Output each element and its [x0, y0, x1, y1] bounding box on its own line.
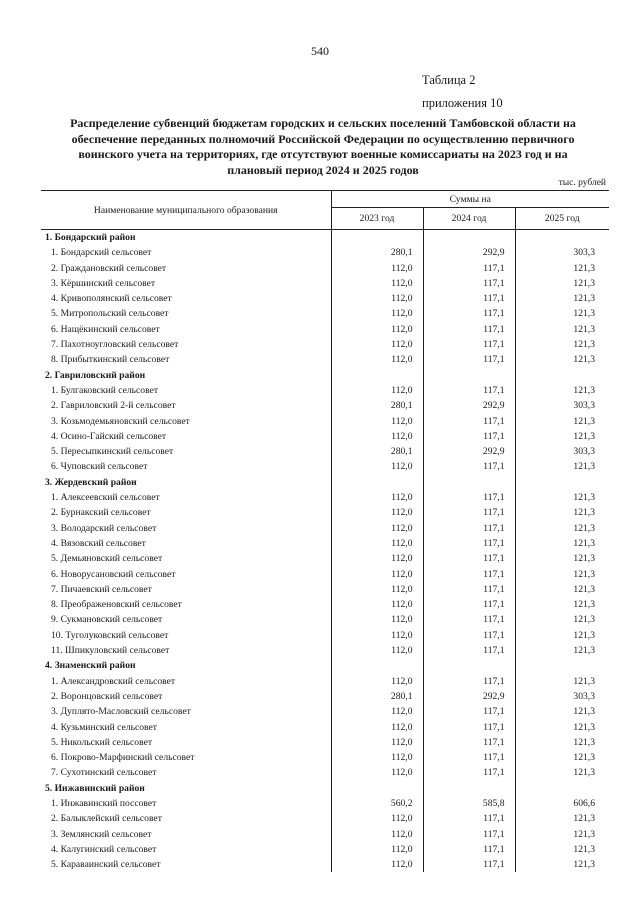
- amount-2025: 121,3: [515, 842, 609, 857]
- amount-2024: 117,1: [423, 322, 515, 337]
- table-row: [41, 628, 609, 643]
- amount-2025: 121,3: [515, 857, 609, 872]
- table-row: [41, 276, 609, 291]
- settlement-name: 5. Демьяновский сельсовет: [51, 553, 163, 565]
- amount-2023: 112,0: [331, 291, 423, 306]
- amount-2024: 117,1: [423, 383, 515, 398]
- amount-2023: 112,0: [331, 735, 423, 750]
- amount-2023: 112,0: [331, 811, 423, 826]
- document-title: [40, 116, 606, 178]
- empty-cell: [515, 475, 609, 490]
- amount-2023: 112,0: [331, 521, 423, 536]
- amount-2023: 112,0: [331, 322, 423, 337]
- table-row: [41, 444, 609, 459]
- amount-2024: 117,1: [423, 612, 515, 627]
- amount-2025: 121,3: [515, 582, 609, 597]
- district-row: [41, 475, 609, 490]
- table-row: [41, 337, 609, 352]
- empty-cell: [423, 781, 515, 796]
- table-row: [41, 398, 609, 413]
- settlement-name: 8. Прибыткинский сельсовет: [51, 354, 170, 366]
- column-header-sums: Суммы на: [331, 191, 609, 208]
- settlement-name: 6. Покрово-Марфинский сельсовет: [51, 752, 195, 764]
- amount-2024: 292,9: [423, 245, 515, 260]
- amount-2025: 121,3: [515, 383, 609, 398]
- empty-cell: [423, 475, 515, 490]
- amount-2025: 121,3: [515, 567, 609, 582]
- table-row: [41, 383, 609, 398]
- district-name: 2. Гавриловский район: [45, 369, 146, 381]
- settlement-name: 3. Володарский сельсовет: [51, 522, 157, 534]
- column-header-2023: 2023 год: [331, 208, 423, 230]
- title-line: Распределение субвенций бюджетам городских и сельских поселений Тамбовской области на: [70, 116, 576, 130]
- title-line: обеспечение переданных полномочий Российской Федерации по осуществлению первичного: [71, 131, 575, 146]
- table-row: [41, 536, 609, 551]
- amount-2025: 121,3: [515, 643, 609, 658]
- amount-2025: 121,3: [515, 750, 609, 765]
- amount-2025: 121,3: [515, 811, 609, 826]
- amount-2023: 112,0: [331, 765, 423, 780]
- settlement-name: 4. Кузьминский сельсовет: [51, 721, 157, 733]
- settlement-name: 4. Вязовский сельсовет: [51, 537, 146, 549]
- amount-2024: 117,1: [423, 674, 515, 689]
- empty-cell: [331, 368, 423, 383]
- amount-2025: 121,3: [515, 337, 609, 352]
- amount-2023: 112,0: [331, 827, 423, 842]
- table-row: [41, 490, 609, 505]
- table-row: [41, 597, 609, 612]
- empty-cell: [423, 230, 515, 246]
- amount-2025: 121,3: [515, 628, 609, 643]
- amount-2024: 117,1: [423, 582, 515, 597]
- amount-2024: 117,1: [423, 842, 515, 857]
- amount-2023: 112,0: [331, 505, 423, 520]
- amount-2025: 303,3: [515, 689, 609, 704]
- empty-cell: [331, 230, 423, 246]
- amount-2024: 585,8: [423, 796, 515, 811]
- amount-2023: 280,1: [331, 398, 423, 413]
- settlement-name: 2. Граждановский сельсовет: [51, 262, 167, 274]
- table-row: [41, 459, 609, 474]
- amount-2024: 117,1: [423, 337, 515, 352]
- table-row: [41, 612, 609, 627]
- amount-2025: 303,3: [515, 245, 609, 260]
- settlement-name: 1. Булгаковский сельсовет: [51, 384, 159, 396]
- amount-2024: 117,1: [423, 765, 515, 780]
- amount-2023: 112,0: [331, 857, 423, 872]
- amount-2024: 117,1: [423, 750, 515, 765]
- empty-cell: [331, 781, 423, 796]
- amount-2024: 117,1: [423, 720, 515, 735]
- amount-2024: 117,1: [423, 459, 515, 474]
- amount-2025: 606,6: [515, 796, 609, 811]
- table-row: [41, 521, 609, 536]
- table-row: [41, 811, 609, 826]
- amount-2024: 117,1: [423, 352, 515, 367]
- amount-2023: 112,0: [331, 842, 423, 857]
- amount-2025: 121,3: [515, 704, 609, 719]
- amount-2024: 117,1: [423, 306, 515, 321]
- settlement-name: 3. Дуплято-Масловский сельсовет: [51, 706, 191, 718]
- amount-2024: 117,1: [423, 505, 515, 520]
- district-name: 1. Бондарский район: [45, 232, 136, 243]
- amount-2025: 121,3: [515, 276, 609, 291]
- amount-2025: 121,3: [515, 414, 609, 429]
- settlement-name: 7. Пичаевский сельсовет: [51, 583, 152, 595]
- settlement-name: 1. Инжавинский поссовет: [51, 797, 157, 809]
- amount-2024: 117,1: [423, 643, 515, 658]
- amount-2023: 112,0: [331, 704, 423, 719]
- table-row: [41, 414, 609, 429]
- amount-2023: 112,0: [331, 414, 423, 429]
- amount-2025: 121,3: [515, 597, 609, 612]
- settlement-name: 3. Кёршинский сельсовет: [51, 277, 156, 289]
- empty-cell: [423, 658, 515, 673]
- amount-2025: 121,3: [515, 490, 609, 505]
- amount-2023: 112,0: [331, 551, 423, 566]
- amount-2023: 112,0: [331, 383, 423, 398]
- settlement-name: 5. Пересыпкинский сельсовет: [51, 446, 174, 458]
- empty-cell: [331, 475, 423, 490]
- amount-2024: 117,1: [423, 735, 515, 750]
- amount-2025: 121,3: [515, 827, 609, 842]
- amount-2024: 117,1: [423, 536, 515, 551]
- amount-2024: 292,9: [423, 444, 515, 459]
- amount-2023: 112,0: [331, 750, 423, 765]
- unit-label: тыс. рублей: [558, 178, 606, 188]
- amount-2023: 112,0: [331, 567, 423, 582]
- table-row: [41, 291, 609, 306]
- settlement-name: 6. Новорусановский сельсовет: [51, 568, 176, 580]
- settlement-name: 3. Козьмодемьяновский сельсовет: [51, 415, 190, 427]
- amount-2025: 121,3: [515, 674, 609, 689]
- empty-cell: [515, 230, 609, 246]
- amount-2025: 121,3: [515, 322, 609, 337]
- empty-cell: [515, 658, 609, 673]
- amount-2025: 121,3: [515, 459, 609, 474]
- district-row: [41, 368, 609, 383]
- amount-2025: 121,3: [515, 291, 609, 306]
- table-row: [41, 429, 609, 444]
- amount-2025: 121,3: [515, 735, 609, 750]
- amount-2023: 112,0: [331, 612, 423, 627]
- amount-2025: 121,3: [515, 765, 609, 780]
- settlement-name: 1. Бондарский сельсовет: [51, 247, 152, 259]
- settlement-name: 4. Осино-Гайский сельсовет: [51, 430, 167, 442]
- column-header-name: Наименование муниципального образования: [41, 191, 331, 230]
- amount-2024: 117,1: [423, 551, 515, 566]
- amount-2025: 121,3: [515, 429, 609, 444]
- column-header-2025: 2025 год: [515, 208, 609, 230]
- table-row: [41, 505, 609, 520]
- amount-2023: 112,0: [331, 261, 423, 276]
- amount-2024: 117,1: [423, 414, 515, 429]
- table-row: [41, 765, 609, 780]
- table-row: [41, 322, 609, 337]
- amount-2024: 117,1: [423, 490, 515, 505]
- amount-2024: 117,1: [423, 261, 515, 276]
- amount-2023: 280,1: [331, 245, 423, 260]
- settlement-name: 6. Чуповский сельсовет: [51, 461, 148, 473]
- table-row: [41, 796, 609, 811]
- empty-cell: [515, 781, 609, 796]
- amount-2023: 112,0: [331, 628, 423, 643]
- settlement-name: 10. Туголуковский сельсовет: [51, 629, 169, 641]
- settlement-name: 5. Караваинский сельсовет: [51, 859, 161, 871]
- amount-2023: 112,0: [331, 643, 423, 658]
- amount-2023: 112,0: [331, 536, 423, 551]
- district-row: [41, 230, 609, 246]
- column-header-2024: 2024 год: [423, 208, 515, 230]
- table-row: [41, 245, 609, 260]
- amount-2024: 117,1: [423, 521, 515, 536]
- settlement-name: 8. Преображеновский сельсовет: [51, 599, 182, 611]
- table-row: [41, 551, 609, 566]
- settlement-name: 11. Шпикуловский сельсовет: [51, 645, 170, 657]
- district-row: [41, 781, 609, 796]
- amount-2024: 117,1: [423, 827, 515, 842]
- amount-2023: 112,0: [331, 429, 423, 444]
- settlement-name: 7. Пахотноугловский сельсовет: [51, 339, 179, 351]
- amount-2025: 303,3: [515, 398, 609, 413]
- amount-2023: 280,1: [331, 444, 423, 459]
- amount-2024: 292,9: [423, 398, 515, 413]
- empty-cell: [331, 658, 423, 673]
- amount-2023: 112,0: [331, 276, 423, 291]
- district-name: 3. Жердевский район: [45, 476, 137, 488]
- table-row: [41, 842, 609, 857]
- amount-2024: 117,1: [423, 704, 515, 719]
- settlement-name: 5. Митропольский сельсовет: [51, 308, 169, 320]
- amount-2024: 292,9: [423, 689, 515, 704]
- appendix-label: приложения 10: [422, 96, 503, 110]
- amount-2024: 117,1: [423, 276, 515, 291]
- table-row: [41, 720, 609, 735]
- amount-2025: 121,3: [515, 720, 609, 735]
- amount-2023: 112,0: [331, 597, 423, 612]
- amount-2023: 112,0: [331, 352, 423, 367]
- amount-2025: 121,3: [515, 306, 609, 321]
- amount-2024: 117,1: [423, 628, 515, 643]
- settlement-name: 4. Кривополянский сельсовет: [51, 293, 172, 305]
- empty-cell: [423, 368, 515, 383]
- table-row: [41, 750, 609, 765]
- table-row: [41, 567, 609, 582]
- amount-2023: 112,0: [331, 459, 423, 474]
- table-row: [41, 827, 609, 842]
- settlement-name: 1. Александровский сельсовет: [51, 675, 176, 687]
- table-row: [41, 689, 609, 704]
- district-name: 5. Инжавинский район: [45, 782, 145, 794]
- amount-2025: 121,3: [515, 612, 609, 627]
- table-row: [41, 735, 609, 750]
- amount-2025: 121,3: [515, 521, 609, 536]
- table-row: [41, 857, 609, 872]
- table-row: [41, 582, 609, 597]
- table-row: [41, 261, 609, 276]
- table-body: [41, 230, 609, 873]
- subsidy-table: [41, 190, 609, 872]
- table-row: [41, 352, 609, 367]
- district-name: 4. Знаменский район: [45, 660, 136, 672]
- amount-2023: 560,2: [331, 796, 423, 811]
- settlement-name: 2. Бурнакский сельсовет: [51, 507, 151, 519]
- page-number: 540: [311, 44, 329, 58]
- amount-2024: 117,1: [423, 857, 515, 872]
- amount-2023: 112,0: [331, 582, 423, 597]
- settlement-name: 3. Землянский сельсовет: [51, 828, 152, 840]
- amount-2025: 303,3: [515, 444, 609, 459]
- table-row: [41, 704, 609, 719]
- settlement-name: 2. Балыклейский сельсовет: [51, 813, 162, 825]
- amount-2025: 121,3: [515, 261, 609, 276]
- amount-2024: 117,1: [423, 291, 515, 306]
- amount-2025: 121,3: [515, 551, 609, 566]
- table-row: [41, 643, 609, 658]
- empty-cell: [515, 368, 609, 383]
- amount-2023: 112,0: [331, 306, 423, 321]
- title-line: воинского учета на территориях, где отсутствуют военные комиссариаты на 2023 год и на: [78, 147, 568, 161]
- amount-2025: 121,3: [515, 352, 609, 367]
- amount-2023: 112,0: [331, 720, 423, 735]
- settlement-name: 7. Сухотинский сельсовет: [51, 767, 157, 779]
- amount-2025: 121,3: [515, 505, 609, 520]
- amount-2023: 280,1: [331, 689, 423, 704]
- settlement-name: 1. Алексеевский сельсовет: [51, 492, 160, 504]
- amount-2024: 117,1: [423, 567, 515, 582]
- settlement-name: 5. Никольский сельсовет: [51, 736, 153, 748]
- amount-2024: 117,1: [423, 429, 515, 444]
- settlement-name: 2. Гавриловский 2-й сельсовет: [51, 400, 176, 412]
- amount-2024: 117,1: [423, 597, 515, 612]
- table-label: Таблица 2: [422, 73, 476, 87]
- amount-2024: 117,1: [423, 811, 515, 826]
- settlement-name: 4. Калугинский сельсовет: [51, 843, 157, 855]
- amount-2023: 112,0: [331, 674, 423, 689]
- settlement-name: 9. Сукмановский сельсовет: [51, 614, 163, 626]
- title-line: плановый период 2024 и 2025 годов: [227, 162, 419, 177]
- amount-2023: 112,0: [331, 490, 423, 505]
- district-row: [41, 658, 609, 673]
- table-row: [41, 674, 609, 689]
- settlement-name: 6. Нащёкинский сельсовет: [51, 323, 160, 335]
- table-row: [41, 306, 609, 321]
- amount-2025: 121,3: [515, 536, 609, 551]
- amount-2023: 112,0: [331, 337, 423, 352]
- settlement-name: 2. Воронцовский сельсовет: [51, 690, 163, 702]
